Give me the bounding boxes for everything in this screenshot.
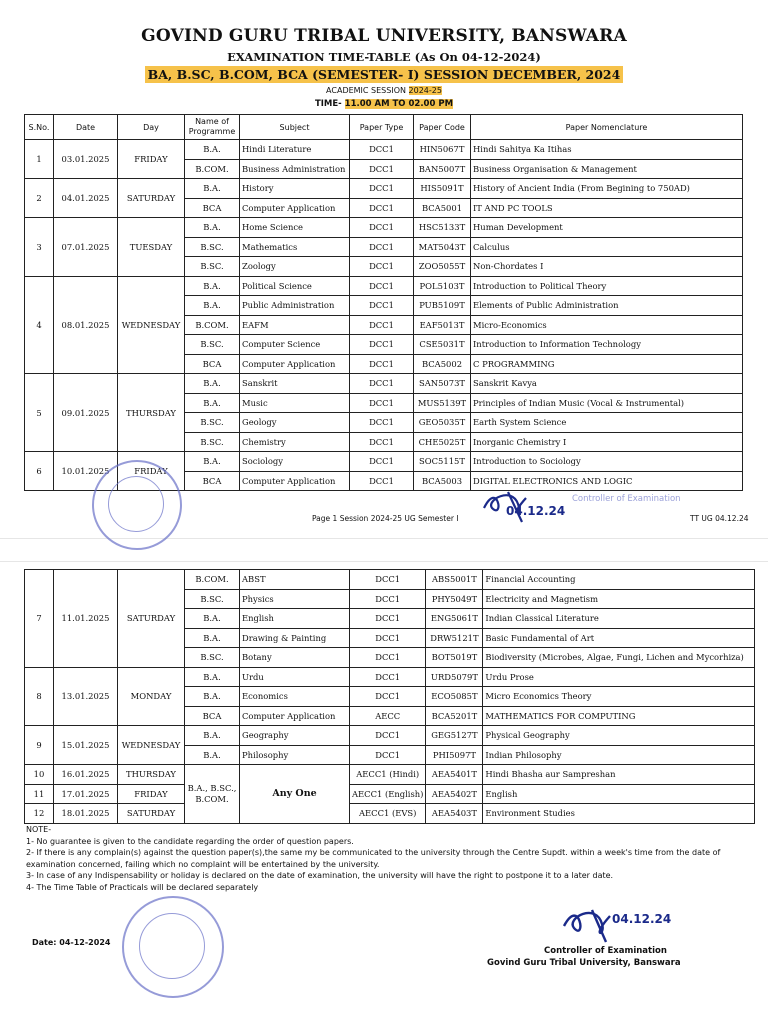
academic-session-label: ACADEMIC SESSION <box>326 86 409 95</box>
table-header-row <box>25 115 743 140</box>
cell-paper-nomenclature: MATHEMATICS FOR COMPUTING <box>483 706 755 726</box>
cell-paper-type: DCC1 <box>350 237 414 257</box>
cell-subject: Geology <box>240 413 350 433</box>
cell-paper-type: DCC1 <box>350 315 414 335</box>
cell-paper-type: AECC1 (EVS) <box>350 804 426 824</box>
cell-paper-code: ZOO5055T <box>414 257 471 277</box>
cell-paper-nomenclature: Elements of Public Administration <box>471 296 743 316</box>
cell-sno: 9 <box>25 726 54 765</box>
cell-date: 13.01.2025 <box>54 667 118 726</box>
table-row <box>25 726 755 746</box>
cell-paper-code: GEO5035T <box>414 413 471 433</box>
cell-programme: B.A., B.SC., B.COM. <box>185 765 240 824</box>
academic-session <box>0 86 768 95</box>
cell-paper-nomenclature: Environment Studies <box>483 804 755 824</box>
cell-paper-nomenclature: Indian Philosophy <box>483 745 755 765</box>
table-row <box>25 140 743 160</box>
cell-paper-type: DCC1 <box>350 726 426 746</box>
note-item: 4- The Time Table of Practicals will be declared separately <box>26 882 259 892</box>
cell-paper-type: DCC1 <box>350 198 414 218</box>
cell-paper-type: DCC1 <box>350 745 426 765</box>
cell-paper-code: MAT5043T <box>414 237 471 257</box>
table-row <box>25 765 755 785</box>
cell-paper-type: AECC <box>350 706 426 726</box>
col-sno: S.No. <box>25 115 54 140</box>
cell-paper-type: DCC1 <box>350 335 414 355</box>
cell-paper-code: BCA5003 <box>414 471 471 491</box>
timetable-page-1 <box>24 114 743 491</box>
note-item: 3- In case of any Indispensability or holiday is declared on the date of examination, the university will have the right to postpone it to a later date. <box>26 871 614 881</box>
cell-paper-nomenclature: English <box>483 784 755 804</box>
cell-sno: 5 <box>25 374 54 452</box>
cell-paper-type: DCC1 <box>350 276 414 296</box>
cell-date: 16.01.2025 <box>54 765 118 785</box>
cell-paper-code: EAF5013T <box>414 315 471 335</box>
exam-time-value: 11.00 AM TO 02.00 PM <box>344 99 454 109</box>
cell-day: THURSDAY <box>118 765 185 785</box>
cell-paper-code: ABS5001T <box>426 570 483 590</box>
col-paper-type: Paper Type <box>350 115 414 140</box>
cell-paper-type: DCC1 <box>350 257 414 277</box>
cell-paper-code: PHY5049T <box>426 589 483 609</box>
academic-session-value: 2024-25 <box>408 86 442 95</box>
seal-text-1: Controller of Examination <box>572 494 681 504</box>
cell-paper-nomenclature: Micro-Economics <box>471 315 743 335</box>
note-item: 2- If there is any complain(s) against the question paper(s),the same my be communicated to the university through the Centre Supdt. within a week's time from the date of examination concerned, failing which no complaint will be entertained by the university. <box>26 848 721 869</box>
cell-day: SATURDAY <box>118 570 185 668</box>
cell-paper-nomenclature: Hindi Sahitya Ka Itihas <box>471 140 743 160</box>
cell-paper-nomenclature: Electricity and Magnetism <box>483 589 755 609</box>
col-programme: Name of Programme <box>185 115 240 140</box>
cell-programme: BCA <box>185 198 240 218</box>
cell-subject: Sanskrit <box>240 374 350 394</box>
cell-sno: 3 <box>25 218 54 277</box>
cell-paper-nomenclature: Human Development <box>471 218 743 238</box>
exam-time <box>0 99 768 109</box>
cell-subject: Computer Science <box>240 335 350 355</box>
cell-day: WEDNESDAY <box>118 726 185 765</box>
cell-subject: Business Administration <box>240 159 350 179</box>
cell-paper-code: AEA5402T <box>426 784 483 804</box>
cell-subject: Hindi Literature <box>240 140 350 160</box>
cell-programme: B.SC. <box>185 432 240 452</box>
cell-subject: Drawing & Painting <box>240 628 350 648</box>
exam-time-label: TIME- <box>314 99 345 109</box>
cell-paper-code: BCA5201T <box>426 706 483 726</box>
cell-sno: 8 <box>25 667 54 726</box>
cell-paper-type: DCC1 <box>350 667 426 687</box>
cell-paper-code: SOC5115T <box>414 452 471 472</box>
cell-day: FRIDAY <box>118 784 185 804</box>
cell-paper-type: DCC1 <box>350 609 426 629</box>
table-row <box>25 179 743 199</box>
cell-programme: B.SC. <box>185 589 240 609</box>
university-seal-1 <box>92 460 182 550</box>
cell-subject: Zoology <box>240 257 350 277</box>
cell-paper-code: POL5103T <box>414 276 471 296</box>
cell-day: WEDNESDAY <box>118 276 185 374</box>
cell-day: MONDAY <box>118 667 185 726</box>
cell-subject: Music <box>240 393 350 413</box>
cell-paper-type: DCC1 <box>350 179 414 199</box>
cell-paper-nomenclature: Introduction to Political Theory <box>471 276 743 296</box>
cell-day: TUESDAY <box>118 218 185 277</box>
cell-paper-type: DCC1 <box>350 354 414 374</box>
cell-subject: History <box>240 179 350 199</box>
cell-paper-type: DCC1 <box>350 218 414 238</box>
cell-date: 18.01.2025 <box>54 804 118 824</box>
cell-paper-nomenclature: Hindi Bhasha aur Sampreshan <box>483 765 755 785</box>
cell-paper-code: URD5079T <box>426 667 483 687</box>
cell-paper-nomenclature: Micro Economics Theory <box>483 687 755 707</box>
table-row <box>25 784 755 804</box>
cell-subject: Computer Application <box>240 706 350 726</box>
note-heading: NOTE- <box>26 825 52 834</box>
cell-subject: Computer Application <box>240 198 350 218</box>
cell-paper-code: BCA5002 <box>414 354 471 374</box>
cell-paper-nomenclature: Earth System Science <box>471 413 743 433</box>
cell-day: FRIDAY <box>118 140 185 179</box>
cell-paper-type: DCC1 <box>350 432 414 452</box>
cell-paper-code: GEG5127T <box>426 726 483 746</box>
cell-programme: B.A. <box>185 609 240 629</box>
cell-paper-code: DRW5121T <box>426 628 483 648</box>
cell-subject: Urdu <box>240 667 350 687</box>
cell-programme: B.COM. <box>185 159 240 179</box>
col-subject: Subject <box>240 115 350 140</box>
col-paper-code: Paper Code <box>414 115 471 140</box>
cell-paper-code: PUB5109T <box>414 296 471 316</box>
table-row <box>25 276 743 296</box>
signatory-org: Govind Guru Tribal University, Banswara <box>487 958 681 968</box>
course-line <box>0 67 768 82</box>
table-row <box>25 374 743 394</box>
cell-programme: B.COM. <box>185 315 240 335</box>
cell-paper-type: DCC1 <box>350 628 426 648</box>
cell-sno: 1 <box>25 140 54 179</box>
table-row <box>25 804 755 824</box>
cell-paper-nomenclature: Basic Fundamental of Art <box>483 628 755 648</box>
cell-date: 04.01.2025 <box>54 179 118 218</box>
cell-paper-code: ECO5085T <box>426 687 483 707</box>
cell-programme: B.A. <box>185 726 240 746</box>
cell-programme: BCA <box>185 706 240 726</box>
cell-paper-type: DCC1 <box>350 687 426 707</box>
university-title: GOVIND GURU TRIBAL UNIVERSITY, BANSWARA <box>141 26 627 46</box>
cell-programme: B.COM. <box>185 570 240 590</box>
cell-paper-type: DCC1 <box>350 471 414 491</box>
cell-subject: Mathematics <box>240 237 350 257</box>
cell-sno: 12 <box>25 804 54 824</box>
cell-paper-nomenclature: Indian Classical Literature <box>483 609 755 629</box>
note-item: 1- No guarantee is given to the candidate regarding the order of question papers. <box>26 836 354 846</box>
cell-paper-nomenclature: History of Ancient India (From Begining to 750AD) <box>471 179 743 199</box>
cell-day: THURSDAY <box>118 374 185 452</box>
cell-subject: Geography <box>240 726 350 746</box>
cell-programme: B.A. <box>185 179 240 199</box>
cell-paper-code: AEA5401T <box>426 765 483 785</box>
cell-paper-type: DCC1 <box>350 452 414 472</box>
cell-programme: B.A. <box>185 687 240 707</box>
cell-subject: Philosophy <box>240 745 350 765</box>
cell-programme: B.SC. <box>185 648 240 668</box>
cell-sno: 7 <box>25 570 54 668</box>
cell-paper-nomenclature: Principles of Indian Music (Vocal & Instrumental) <box>471 393 743 413</box>
cell-programme: B.A. <box>185 296 240 316</box>
cell-paper-nomenclature: Biodiversity (Microbes, Algae, Fungi, Lichen and Mycorhiza) <box>483 648 755 668</box>
cell-paper-code: CHE5025T <box>414 432 471 452</box>
signatory-title: Controller of Examination <box>544 946 667 956</box>
cell-date: 17.01.2025 <box>54 784 118 804</box>
university-seal-2 <box>122 896 224 998</box>
cell-day: SATURDAY <box>118 804 185 824</box>
cell-date: 03.01.2025 <box>54 140 118 179</box>
cell-paper-nomenclature: Sanskrit Kavya <box>471 374 743 394</box>
cell-paper-code: HIS5091T <box>414 179 471 199</box>
cell-paper-code: CSE5031T <box>414 335 471 355</box>
handwritten-date-1: 04.12.24 <box>506 504 566 518</box>
cell-paper-nomenclature: IT AND PC TOOLS <box>471 198 743 218</box>
cell-paper-nomenclature: Financial Accounting <box>483 570 755 590</box>
cell-subject: Computer Application <box>240 354 350 374</box>
cell-paper-code: BCA5001 <box>414 198 471 218</box>
cell-subject: Home Science <box>240 218 350 238</box>
cell-subject: Chemistry <box>240 432 350 452</box>
cell-subject: Economics <box>240 687 350 707</box>
cell-date: 08.01.2025 <box>54 276 118 374</box>
cell-paper-type: DCC1 <box>350 159 414 179</box>
col-paper-nomenclature: Paper Nomenclature <box>471 115 743 140</box>
cell-subject: Computer Application <box>240 471 350 491</box>
cell-subject: Public Administration <box>240 296 350 316</box>
cell-sno: 10 <box>25 765 54 785</box>
cell-subject: Physics <box>240 589 350 609</box>
cell-sno: 2 <box>25 179 54 218</box>
cell-date: 11.01.2025 <box>54 570 118 668</box>
cell-day: SATURDAY <box>118 179 185 218</box>
cell-programme: B.A. <box>185 276 240 296</box>
cell-programme: B.A. <box>185 745 240 765</box>
page-footer: Page 1 Session 2024-25 UG Semester I <box>312 514 459 523</box>
cell-sno: 11 <box>25 784 54 804</box>
exam-title: EXAMINATION TIME-TABLE (As On 04-12-2024) <box>227 50 541 64</box>
timetable-page-2 <box>24 569 755 824</box>
cell-paper-type: AECC1 (Hindi) <box>350 765 426 785</box>
cell-subject: Political Science <box>240 276 350 296</box>
cell-sno: 4 <box>25 276 54 374</box>
cell-paper-type: DCC1 <box>350 589 426 609</box>
cell-programme: B.A. <box>185 393 240 413</box>
cell-paper-code: MUS5139T <box>414 393 471 413</box>
cell-date: 09.01.2025 <box>54 374 118 452</box>
cell-date: 07.01.2025 <box>54 218 118 277</box>
cell-programme: B.A. <box>185 374 240 394</box>
cell-programme: B.A. <box>185 218 240 238</box>
cell-day: FRIDAY <box>118 452 185 491</box>
cell-paper-type: DCC1 <box>350 413 414 433</box>
cell-subject: EAFM <box>240 315 350 335</box>
cell-programme: B.A. <box>185 140 240 160</box>
col-day: Day <box>118 115 185 140</box>
cell-paper-code: HIN5067T <box>414 140 471 160</box>
cell-paper-type: DCC1 <box>350 140 414 160</box>
cell-paper-code: SAN5073T <box>414 374 471 394</box>
notes <box>26 824 746 894</box>
cell-paper-nomenclature: Inorganic Chemistry I <box>471 432 743 452</box>
issue-date: Date: 04-12-2024 <box>32 938 111 947</box>
table-row <box>25 667 755 687</box>
cell-date: 10.01.2025 <box>54 452 118 491</box>
cell-sno: 6 <box>25 452 54 491</box>
page-code: TT UG 04.12.24 <box>690 514 749 523</box>
cell-paper-code: BAN5007T <box>414 159 471 179</box>
cell-paper-code: ENG5061T <box>426 609 483 629</box>
cell-programme: B.A. <box>185 667 240 687</box>
cell-date: 15.01.2025 <box>54 726 118 765</box>
cell-programme: BCA <box>185 471 240 491</box>
course-line-text: BA, B.SC, B.COM, BCA (SEMESTER- I) SESSION DECEMBER, 2024 <box>145 66 624 83</box>
cell-paper-nomenclature: Non-Chordates I <box>471 257 743 277</box>
cell-programme: BCA <box>185 354 240 374</box>
cell-programme: B.A. <box>185 628 240 648</box>
cell-paper-code: BOT5019T <box>426 648 483 668</box>
cell-paper-type: DCC1 <box>350 296 414 316</box>
cell-subject: Sociology <box>240 452 350 472</box>
cell-paper-nomenclature: Introduction to Sociology <box>471 452 743 472</box>
cell-paper-nomenclature: Physical Geography <box>483 726 755 746</box>
cell-paper-nomenclature: DIGITAL ELECTRONICS AND LOGIC <box>471 471 743 491</box>
cell-subject: ABST <box>240 570 350 590</box>
cell-paper-type: DCC1 <box>350 570 426 590</box>
cell-paper-code: HSC5133T <box>414 218 471 238</box>
table-row <box>25 570 755 590</box>
cell-subject: Any One <box>240 765 350 824</box>
cell-paper-nomenclature: C PROGRAMMING <box>471 354 743 374</box>
cell-subject: English <box>240 609 350 629</box>
cell-paper-nomenclature: Urdu Prose <box>483 667 755 687</box>
cell-paper-nomenclature: Calculus <box>471 237 743 257</box>
cell-paper-type: DCC1 <box>350 648 426 668</box>
cell-paper-code: PHI5097T <box>426 745 483 765</box>
cell-programme: B.A. <box>185 452 240 472</box>
cell-paper-nomenclature: Introduction to Information Technology <box>471 335 743 355</box>
cell-subject: Botany <box>240 648 350 668</box>
handwritten-date-2: 04.12.24 <box>612 912 672 926</box>
cell-paper-type: DCC1 <box>350 393 414 413</box>
cell-programme: B.SC. <box>185 335 240 355</box>
cell-paper-code: AEA5403T <box>426 804 483 824</box>
cell-programme: B.SC. <box>185 257 240 277</box>
cell-paper-type: DCC1 <box>350 374 414 394</box>
cell-paper-type: AECC1 (English) <box>350 784 426 804</box>
cell-paper-nomenclature: Business Organisation & Management <box>471 159 743 179</box>
cell-programme: B.SC. <box>185 413 240 433</box>
table-row <box>25 218 743 238</box>
col-date: Date <box>54 115 118 140</box>
cell-programme: B.SC. <box>185 237 240 257</box>
